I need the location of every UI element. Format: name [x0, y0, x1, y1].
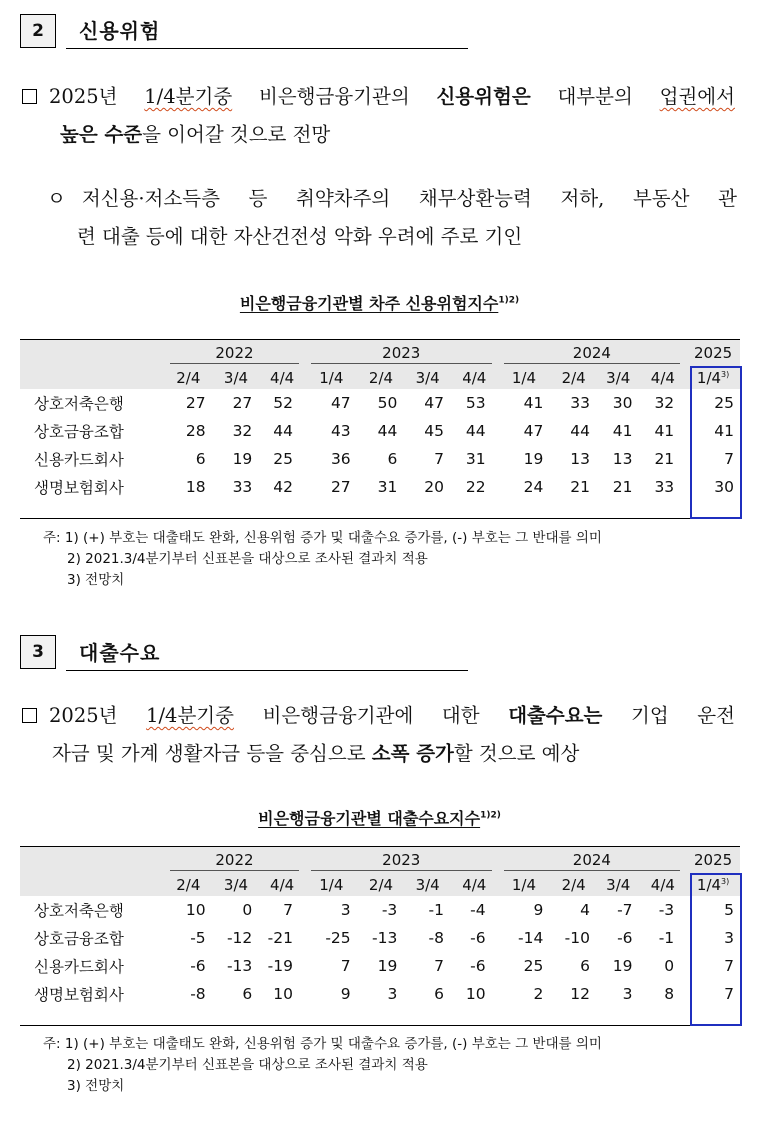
table-cell: -4 [470, 901, 486, 919]
year-header: 2022 [164, 340, 305, 366]
table-cell: -8 [190, 985, 206, 1003]
table-cell: 36 [330, 450, 351, 468]
table-cell: 42 [273, 478, 293, 496]
table-cell: -10 [564, 929, 590, 947]
table-cell: 3 [387, 985, 398, 1003]
quarter-header: 1/4$^{3)}$ [686, 873, 740, 896]
row-label: 상호저축은행 [34, 395, 124, 413]
table-row [20, 952, 740, 980]
bullet-paragraph: 2025년 1/4분기중 비은행금융기관의 신용위험은 대부분의 업권에서 높은 수준을 이어갈 것으로 전망 [22, 78, 735, 154]
table-cell: 41 [654, 422, 675, 440]
table-cell: 21 [654, 450, 675, 468]
year-header: 2024 [498, 847, 687, 873]
quarter-header: 1/4 [305, 873, 358, 896]
table-cell: -1 [658, 929, 675, 947]
table-row [20, 389, 740, 417]
table-cell: 52 [273, 394, 293, 412]
table-cell: -6 [470, 929, 486, 947]
table-cell: 19 [232, 450, 253, 468]
year-header: 2022 [164, 847, 305, 873]
year-header-row [20, 847, 740, 873]
note-3: 3) 전망치 [67, 572, 125, 588]
table-bottom-rule [20, 1025, 740, 1026]
quarter-header: 1/4 [498, 873, 551, 896]
quarter-header: 1/4$^{3)}$ [686, 366, 740, 389]
row-label: 생명보험회사 [34, 986, 124, 1004]
quarter-header: 3/4 [404, 873, 451, 896]
row-label: 생명보험회사 [34, 479, 124, 497]
table-cell: 9 [340, 985, 351, 1003]
quarter-header: 4/4 [259, 366, 305, 389]
quarter-header: 2/4 [550, 366, 597, 389]
row-label: 상호금융조합 [34, 930, 124, 948]
table-cell: -3 [658, 901, 675, 919]
year-header: 2023 [305, 847, 498, 873]
table-cell: 25 [273, 450, 293, 468]
table-title: 비은행금융기관별 대출수요지수$^{1)2)}$ [258, 809, 501, 828]
year-header: 2023 [305, 340, 498, 366]
table-cell: 25 [523, 957, 544, 975]
table-cell: 7 [340, 957, 351, 975]
table-cell: 10 [465, 985, 486, 1003]
checkbox-square-icon [22, 89, 37, 104]
table-cell: 22 [465, 478, 486, 496]
table-cell: 33 [232, 478, 253, 496]
table-cell: 9 [533, 901, 544, 919]
year-header: 2025 [686, 847, 740, 873]
table-cell: 7 [724, 450, 734, 468]
quarter-header: 3/4 [404, 366, 451, 389]
quarter-header: 1/4 [498, 366, 551, 389]
table-cell: 43 [330, 422, 351, 440]
table-cell: 10 [273, 985, 293, 1003]
table-cell: 21 [570, 478, 590, 496]
table-cell: 7 [434, 957, 444, 975]
table-row [20, 896, 740, 924]
table-title: 비은행금융기관별 차주 신용위험지수$^{1)2)}$ [239, 294, 520, 313]
table-cell: 27 [330, 478, 351, 496]
table-cell: 7 [724, 985, 734, 1003]
table-cell: -3 [381, 901, 398, 919]
note-1: 주: 1) (+) 부호는 대출태도 완화, 신용위험 증가 및 대출수요 증가를, (-) 부호는 그 반대를 의미 [43, 530, 602, 546]
year-header: 2025 [686, 340, 740, 366]
quarter-header: 4/4 [259, 873, 305, 896]
table-bottom-rule [20, 518, 740, 519]
table-cell: -19 [267, 957, 293, 975]
table-cell: 3 [340, 901, 351, 919]
quarter-header: 3/4 [213, 366, 260, 389]
quarter-header-row [20, 366, 740, 389]
table-cell: 7 [724, 957, 734, 975]
quarter-header: 2/4 [164, 873, 213, 896]
table-cell: 6 [434, 985, 444, 1003]
table-cell: 33 [654, 478, 675, 496]
table-cell: 44 [465, 422, 486, 440]
table-cell: 44 [377, 422, 398, 440]
table-cell: 19 [377, 957, 398, 975]
table-row [20, 445, 740, 473]
table-cell: 33 [570, 394, 590, 412]
table-cell: 18 [185, 478, 206, 496]
table-row [20, 473, 740, 501]
table-cell: 19 [523, 450, 544, 468]
quarter-header: 3/4 [597, 873, 640, 896]
table-cell: 27 [185, 394, 206, 412]
table-cell: 19 [612, 957, 633, 975]
quarter-header: 1/4 [305, 366, 358, 389]
table-cell: 24 [523, 478, 544, 496]
quarter-header: 4/4 [640, 873, 687, 896]
table-cell: 30 [714, 478, 734, 496]
table-cell: 8 [664, 985, 675, 1003]
forecast-highlight-box [690, 873, 742, 1026]
table-cell: 7 [283, 901, 293, 919]
year-header: 2024 [498, 340, 687, 366]
loan-demand-index-table [20, 847, 740, 1008]
table-cell: 13 [570, 450, 590, 468]
table-cell: 20 [424, 478, 444, 496]
row-label: 상호금융조합 [34, 423, 124, 441]
table-cell: -6 [190, 957, 206, 975]
table-row [20, 924, 740, 952]
table-cell: 3 [622, 985, 633, 1003]
table-cell: 6 [195, 450, 206, 468]
table-cell: -13 [226, 957, 253, 975]
row-label: 상호저축은행 [34, 902, 124, 920]
quarter-header: 4/4 [640, 366, 687, 389]
quarter-header: 3/4 [597, 366, 640, 389]
table-cell: 45 [424, 422, 444, 440]
credit-risk-index-table [20, 340, 740, 501]
section-divider [66, 670, 468, 671]
table-cell: 47 [523, 422, 544, 440]
table-cell: 32 [232, 422, 253, 440]
table-cell: -8 [428, 929, 444, 947]
quarter-header: 2/4 [358, 873, 405, 896]
circle-bullet-icon: ㅇ [47, 187, 66, 210]
section-number-3: 3 [20, 635, 56, 669]
table-cell: 12 [570, 985, 590, 1003]
table-cell: -25 [325, 929, 351, 947]
quarter-header-row [20, 873, 740, 896]
note-2: 2) 2021.3/4분기부터 신표본을 대상으로 조사된 결과치 적용 [67, 1057, 428, 1073]
table-cell: 5 [724, 901, 734, 919]
quarter-header: 2/4 [164, 366, 213, 389]
table-cell: 7 [434, 450, 444, 468]
checkbox-square-icon [22, 708, 37, 723]
table-cell: -12 [226, 929, 253, 947]
table-cell: 2 [533, 985, 544, 1003]
note-2: 2) 2021.3/4분기부터 신표본을 대상으로 조사된 결과치 적용 [67, 551, 428, 567]
table-cell: -14 [517, 929, 544, 947]
table-cell: 6 [242, 985, 253, 1003]
quarter-header: 4/4 [451, 873, 498, 896]
table-cell: 4 [580, 901, 590, 919]
table-cell: 25 [714, 394, 734, 412]
table-row [20, 417, 740, 445]
row-label: 신용카드회사 [34, 451, 124, 469]
row-label: 신용카드회사 [34, 958, 124, 976]
quarter-header: 3/4 [213, 873, 260, 896]
note-1: 주: 1) (+) 부호는 대출태도 완화, 신용위험 증가 및 대출수요 증가를, (-) 부호는 그 반대를 의미 [43, 1036, 602, 1052]
table-cell: 41 [612, 422, 633, 440]
table-cell: 6 [580, 957, 590, 975]
table-cell: 13 [612, 450, 633, 468]
table-cell: -1 [428, 901, 444, 919]
table-cell: 41 [714, 422, 734, 440]
sub-bullet-paragraph: ㅇ 저신용·저소득층 등 취약차주의 채무상환능력 저하, 부동산 관 련 대출 등에 대한 자산건전성 악화 우려에 주로 기인 [47, 187, 737, 248]
table-cell: 44 [570, 422, 590, 440]
table-cell: 6 [387, 450, 398, 468]
table-row [20, 980, 740, 1008]
table-cell: -13 [371, 929, 398, 947]
table-cell: 31 [465, 450, 486, 468]
forecast-highlight-box [690, 366, 742, 519]
table-cell: 53 [465, 394, 486, 412]
quarter-header: 2/4 [550, 873, 597, 896]
table-cell: 30 [612, 394, 633, 412]
table-cell: 21 [612, 478, 633, 496]
table-cell: 10 [185, 901, 206, 919]
table-cell: 28 [185, 422, 206, 440]
section-title: 대출수요 [79, 641, 161, 665]
table-cell: -6 [470, 957, 486, 975]
table-cell: -6 [617, 929, 633, 947]
table-cell: -21 [267, 929, 293, 947]
section-title: 신용위험 [79, 19, 161, 43]
note-3: 3) 전망치 [67, 1078, 125, 1094]
table-cell: -5 [190, 929, 206, 947]
table-cell: 0 [664, 957, 675, 975]
year-header-row [20, 340, 740, 366]
section-divider [66, 48, 468, 49]
table-cell: 27 [232, 394, 253, 412]
table-cell: 0 [242, 901, 253, 919]
table-cell: 31 [377, 478, 398, 496]
table-cell: 47 [330, 394, 351, 412]
table-cell: 32 [654, 394, 675, 412]
table-cell: 44 [273, 422, 293, 440]
table-cell: 41 [523, 394, 544, 412]
table-cell: 47 [424, 394, 444, 412]
quarter-header: 2/4 [358, 366, 405, 389]
table-cell: 50 [377, 394, 398, 412]
bullet-paragraph: 2025년 1/4분기중 비은행금융기관에 대한 대출수요는 기업 운전 자금 및 가계 생활자금 등을 중심으로 소폭 증가할 것으로 예상 [22, 697, 735, 773]
table-cell: -7 [617, 901, 633, 919]
quarter-header: 4/4 [451, 366, 498, 389]
section-number-2: 2 [20, 14, 56, 48]
table-cell: 3 [724, 929, 734, 947]
